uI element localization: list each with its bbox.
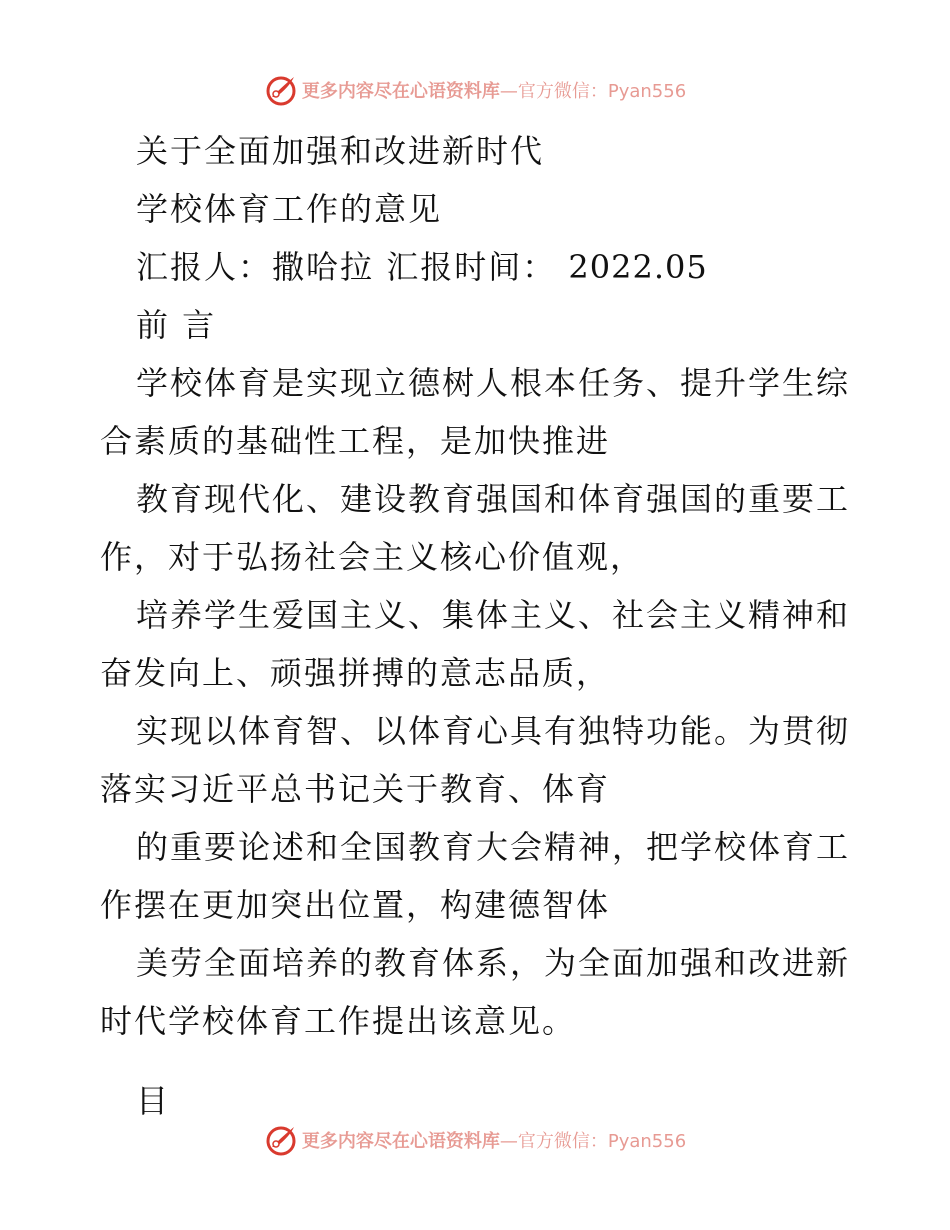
body-line: 的重要论述和全国教育大会精神，把学校体育工 bbox=[136, 828, 851, 866]
preface-heading: 前 言 bbox=[136, 306, 217, 344]
body-line: 培养学生爱国主义、集体主义、社会主义精神和 bbox=[136, 596, 851, 634]
contents-heading: 目 bbox=[136, 1082, 171, 1120]
body-line: 奋发向上、顽强拼搏的意志品质， bbox=[100, 654, 611, 692]
watermark-sub-text: —官方微信：Pyan556 bbox=[499, 81, 687, 102]
watermark-header bbox=[0, 70, 950, 110]
quill-logo-icon bbox=[264, 1123, 298, 1157]
watermark-main-text: 更多内容尽在心语资料库 bbox=[301, 81, 500, 102]
body-line: 学校体育是实现立德树人根本任务、提升学生综 bbox=[136, 364, 851, 402]
quill-logo-icon bbox=[264, 73, 298, 107]
watermark-sub-text: —官方微信：Pyan556 bbox=[499, 1131, 687, 1152]
title-line-2: 学校体育工作的意见 bbox=[136, 190, 443, 228]
body-line: 美劳全面培养的教育体系，为全面加强和改进新 bbox=[136, 944, 851, 982]
watermark-footer bbox=[0, 1120, 950, 1160]
time-value: 2022.05 bbox=[568, 248, 708, 286]
body-line: 落实习近平总书记关于教育、体育 bbox=[100, 770, 611, 808]
body-line: 作摆在更加突出位置，构建德智体 bbox=[100, 886, 611, 924]
document-body bbox=[100, 122, 852, 1130]
watermark-main-text: 更多内容尽在心语资料库 bbox=[301, 1131, 500, 1152]
reporter-line bbox=[100, 238, 852, 296]
body-line: 合素质的基础性工程，是加快推进 bbox=[100, 422, 611, 460]
body-line: 时代学校体育工作提出该意见。 bbox=[100, 1002, 577, 1040]
title-line-1: 关于全面加强和改进新时代 bbox=[136, 132, 545, 170]
body-line: 教育现代化、建设教育强国和体育强国的重要工 bbox=[136, 480, 851, 518]
body-line: 实现以体育智、以体育心具有独特功能。为贯彻 bbox=[136, 712, 851, 750]
time-label: 汇报时间： bbox=[386, 248, 557, 286]
body-line: 作，对于弘扬社会主义核心价值观， bbox=[100, 538, 645, 576]
reporter-label: 汇报人：撒哈拉 bbox=[136, 248, 375, 286]
